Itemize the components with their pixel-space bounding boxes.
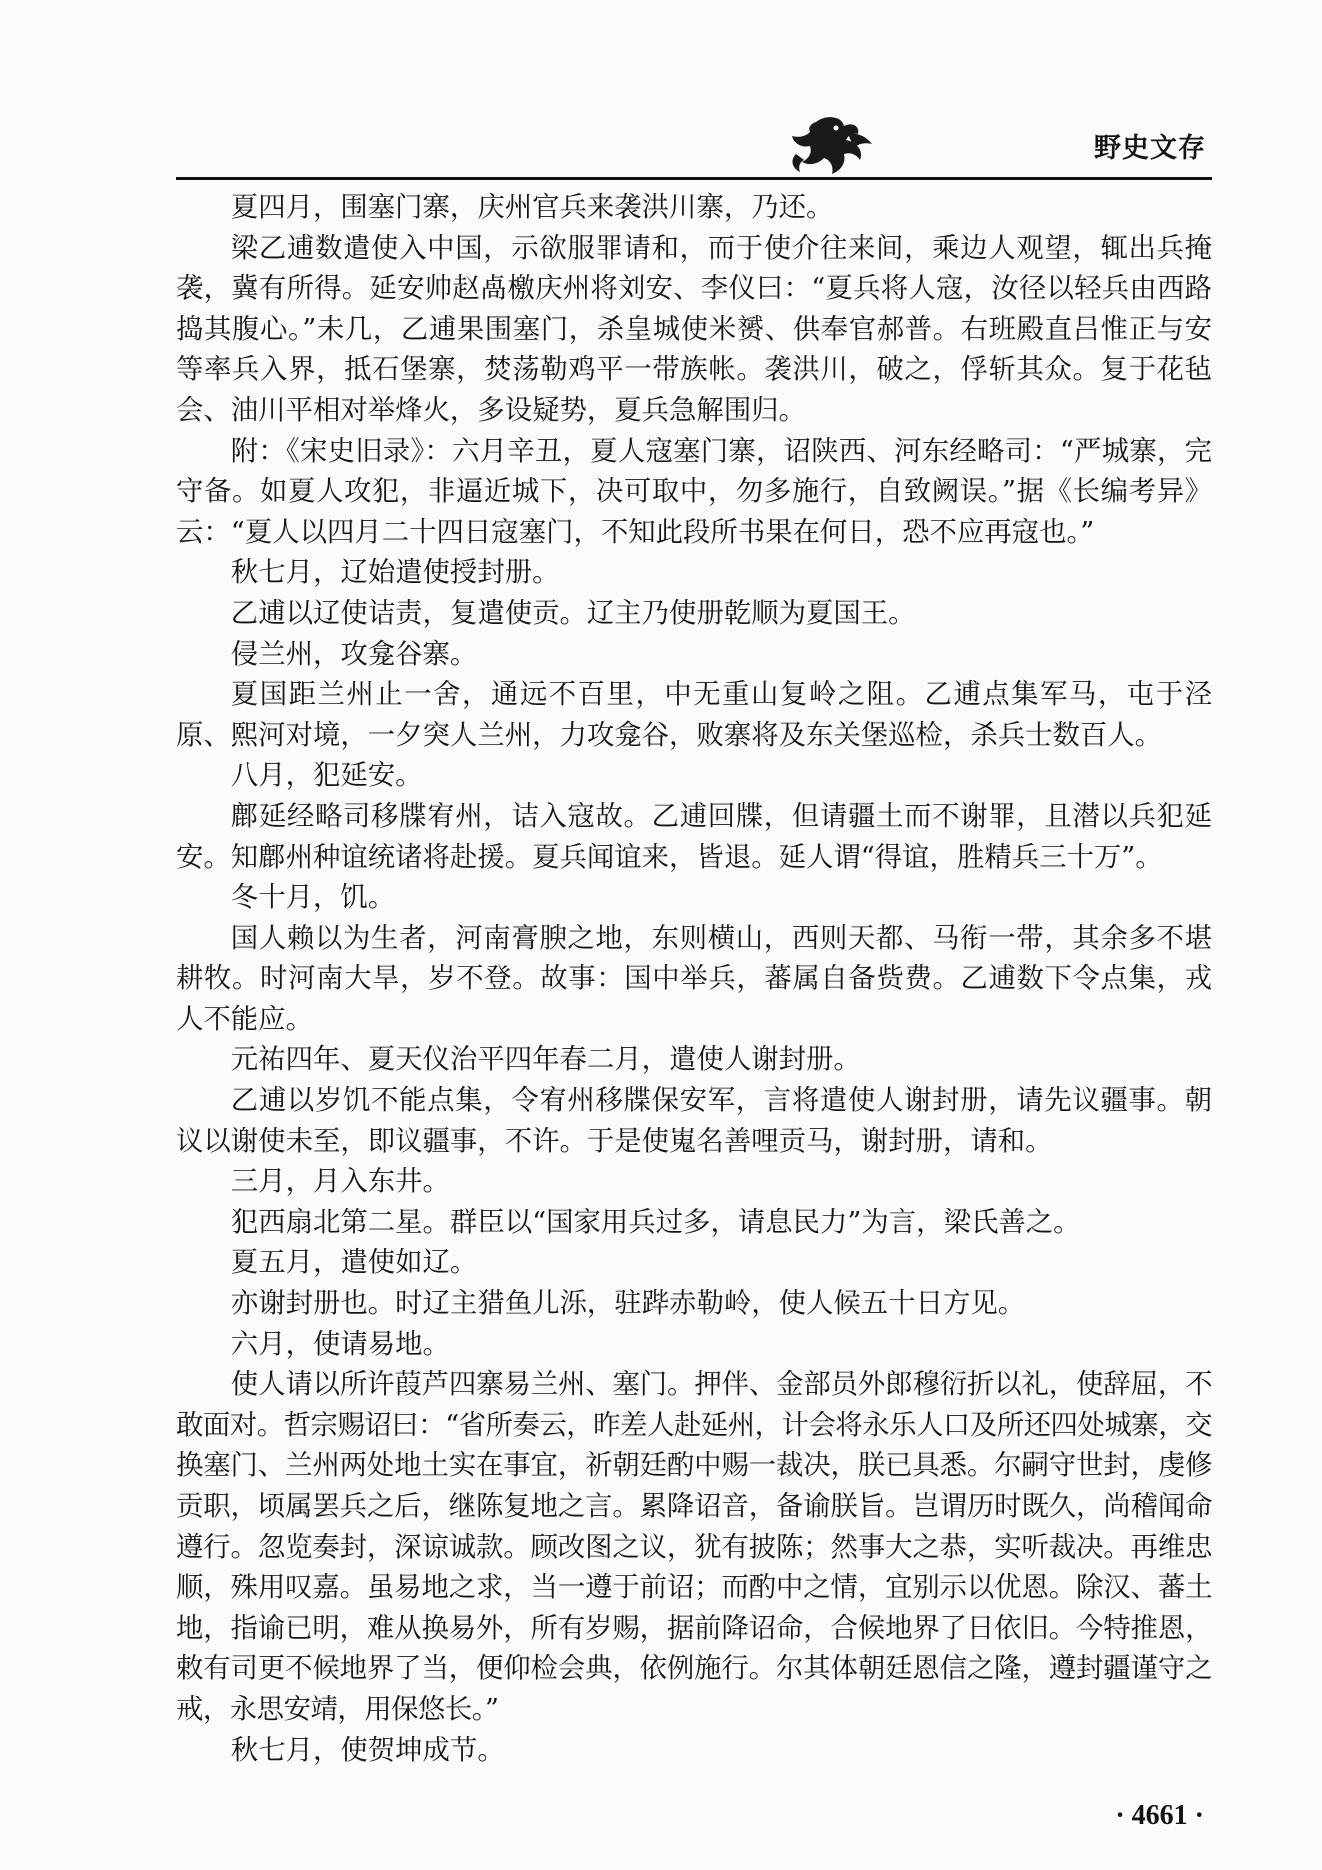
page-number: · 4661 ·	[1115, 1800, 1204, 1831]
paragraph: 三月，月入东井。	[230, 1166, 450, 1198]
paragraph: 秋七月，使贺坤成节。	[230, 1734, 505, 1766]
paragraph: 附：《宋史旧录》：六月辛丑，夏人寇塞门寨，诏陕西、河东经略司：“严城寨，完守备。如夏人攻犯，非逼近城下，决可取中，勿多施行，自致阙误。”据《长编考异》云：“夏人以四月二十四日寇塞门，不知此段所书果在何日，恐不应再寇也。”	[176, 435, 1212, 548]
paragraph: 梁乙逋数遣使入中国，示欲服罪请和，而于使介往来间，乘边人观望，辄出兵掩袭，冀有所得。延安帅赵卨檄庆州将刘安、李仪曰：“夏兵将人寇，汝径以轻兵由西路捣其腹心。”未几，乙逋果围塞门，杀皇城使米赟、供奉官郝普。右班殿直吕惟正与安等率兵入界，抵石堡寨，焚荡勒鸡平一带族帐。袭洪川，破之，俘斩其众。复于花毡会、油川平相对举烽火，多设疑势，夏兵急解围归。	[176, 232, 1212, 426]
paragraph: 夏国距兰州止一舍，通远不百里，中无重山复岭之阻。乙逋点集军马，屯于泾原、熙河对境，一夕突人兰州，力攻龛谷，败寨将及东关堡巡检，杀兵士数百人。	[176, 679, 1212, 751]
body-text	[176, 188, 1212, 1771]
paragraph: 亦谢封册也。时辽主猎鱼儿泺，驻跸赤勒岭，使人候五十日方见。	[230, 1288, 1026, 1320]
paragraph: 侵兰州，攻龛谷寨。	[230, 638, 478, 670]
paragraph: 八月，犯延安。	[230, 760, 423, 792]
paragraph: 犯西扇北第二星。群臣以“国家用兵过多，请息民力”为言，梁氏善之。	[230, 1206, 1081, 1238]
paragraph: 乙逋以辽使诘责，复遣使贡。辽主乃使册乾顺为夏国王。	[230, 597, 916, 629]
running-title: 野史文存	[1094, 133, 1206, 164]
paragraph: 国人赖以为生者，河南膏腴之地，东则横山，西则天都、马衔一带，其余多不堪耕牧。时河南大旱，岁不登。故事：国中举兵，蕃属自备赀费。乙逋数下令点集，戎人不能应。	[176, 922, 1212, 1035]
paragraph: 秋七月，辽始遣使授封册。	[230, 557, 560, 589]
dragon-icon	[786, 114, 876, 178]
header-rule	[176, 177, 1212, 180]
paragraph: 六月，使请易地。	[230, 1328, 450, 1360]
paragraph: 鄜延经略司移牒宥州，诘入寇故。乙逋回牒，但请疆土而不谢罪，且潜以兵犯延安。知鄜州种谊统诸将赴援。夏兵闻谊来，皆退。延人谓“得谊，胜精兵三十万”。	[176, 800, 1212, 873]
paragraph: 元祐四年、夏天仪治平四年春二月，遣使人谢封册。	[230, 1044, 861, 1076]
paragraph: 乙逋以岁饥不能点集，令宥州移牒保安军，言将遣使人谢封册，请先议疆事。朝议以谢使未至，即议疆事，不许。于是使嵬名善哩贡马，谢封册，请和。	[176, 1085, 1212, 1157]
paragraph: 夏五月，遣使如辽。	[230, 1247, 478, 1279]
paragraph: 使人请以所许葭芦四寨易兰州、塞门。押伴、金部员外郎穆衍折以礼，使辞屈，不敢面对。哲宗赐诏曰：“省所奏云，昨差人赴延州，计会将永乐人口及所还四处城寨，交换塞门、兰州两处地土实在事宜，祈朝廷酌中赐一裁决，朕已具悉。尔嗣守世封，虔修贡职，顷属罢兵之后，继陈复地之言。累降诏音，备谕朕旨。岂谓历时既久，尚稽闻命遵行。忽览奏封，深谅诚款。顾改图之议，犹有披陈；然事大之恭，实听裁决。再维忠顺，殊用叹嘉。虽易地之求，当一遵于前诏；而酌中之情，宜别示以优恩。除汉、蕃土地，指谕已明，难从换易外，所有岁赐，据前降诏命，合候地界了日依旧。今特推恩，敕有司更不候地界了当，便仰检会典，依例施行。尔其体朝廷恩信之隆，遵封疆谨守之戒，永思安靖，用保悠长。”	[176, 1369, 1212, 1725]
page-header	[760, 104, 1212, 180]
paragraph: 夏四月，围塞门寨，庆州官兵来袭洪川寨，乃还。	[230, 192, 834, 223]
paragraph: 冬十月，饥。	[230, 882, 396, 914]
